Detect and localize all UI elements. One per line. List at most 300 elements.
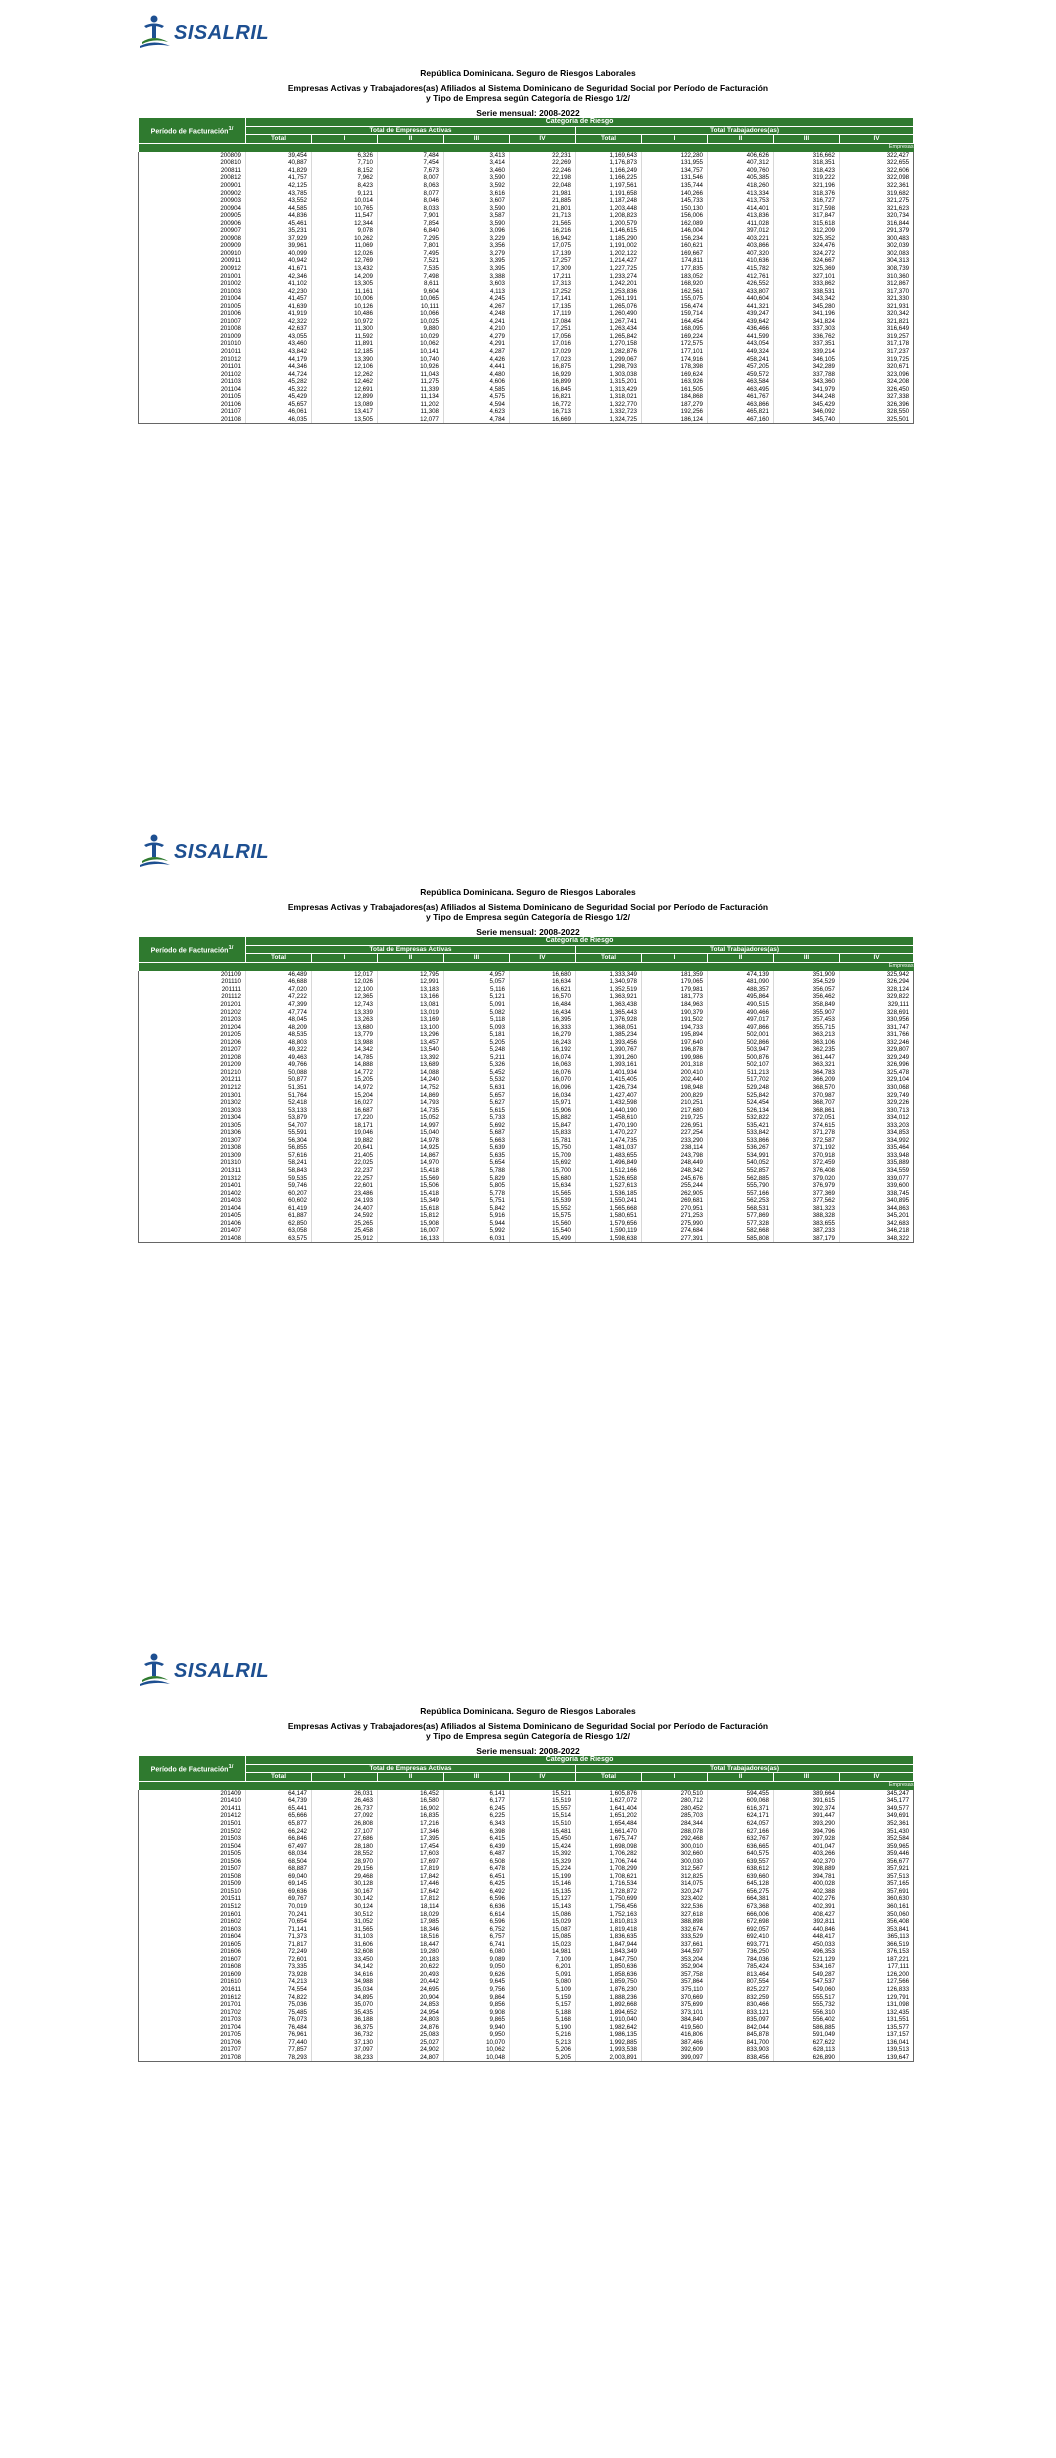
value-cell: 7,295: [378, 235, 444, 243]
value-cell: 616,371: [708, 1805, 774, 1813]
value-cell: 198,948: [642, 1084, 708, 1092]
value-cell: 200,829: [642, 1091, 708, 1099]
value-cell: 10,111: [378, 303, 444, 311]
value-cell: 320,342: [840, 310, 914, 318]
value-cell: 10,070: [444, 2039, 510, 2047]
value-cell: 22,231: [510, 152, 576, 160]
value-cell: 1,536,185: [576, 1190, 642, 1198]
value-cell: 366,209: [774, 1076, 840, 1084]
value-cell: 70,019: [246, 1903, 312, 1911]
value-cell: 3,413: [444, 152, 510, 160]
value-cell: 44,724: [246, 371, 312, 379]
column-header: II: [708, 135, 774, 144]
value-cell: 56,304: [246, 1137, 312, 1145]
value-cell: 9,940: [444, 2024, 510, 2032]
value-cell: 16,835: [378, 1812, 444, 1820]
value-cell: 329,822: [840, 993, 914, 1001]
column-header: I: [312, 954, 378, 963]
period-cell: 201407: [139, 1227, 246, 1235]
value-cell: 3,279: [444, 250, 510, 258]
value-cell: 35,034: [312, 1986, 378, 1994]
value-cell: 11,275: [378, 378, 444, 386]
value-cell: 21,801: [510, 204, 576, 212]
value-cell: 1,910,040: [576, 2016, 642, 2024]
table-row: [139, 1888, 914, 1896]
value-cell: 17,309: [510, 265, 576, 273]
value-cell: 41,671: [246, 265, 312, 273]
table-row: [139, 227, 914, 235]
value-cell: 68,034: [246, 1850, 312, 1858]
value-cell: 11,161: [312, 287, 378, 295]
value-cell: 32,608: [312, 1948, 378, 1956]
table-row: [139, 1099, 914, 1107]
table-row: [139, 1212, 914, 1220]
value-cell: 6,326: [312, 152, 378, 160]
value-cell: 18,029: [378, 1910, 444, 1918]
value-cell: 12,743: [312, 1001, 378, 1009]
table-row: [139, 393, 914, 401]
table-row: [139, 1137, 914, 1145]
value-cell: 582,668: [708, 1227, 774, 1235]
period-cell: 201610: [139, 1978, 246, 1986]
value-cell: 18,171: [312, 1122, 378, 1130]
period-cell: 201601: [139, 1910, 246, 1918]
value-cell: 495,864: [708, 993, 774, 1001]
value-cell: 1,260,490: [576, 310, 642, 318]
value-cell: 30,124: [312, 1903, 378, 1911]
value-cell: 30,128: [312, 1880, 378, 1888]
value-cell: 405,385: [708, 174, 774, 182]
value-cell: 40,887: [246, 159, 312, 167]
value-cell: 354,529: [774, 978, 840, 986]
value-cell: 413,753: [708, 197, 774, 205]
value-cell: 27,686: [312, 1835, 378, 1843]
value-cell: 17,603: [378, 1850, 444, 1858]
value-cell: 355,715: [774, 1023, 840, 1031]
value-cell: 150,130: [642, 204, 708, 212]
value-cell: 16,074: [510, 1054, 576, 1062]
value-cell: 15,205: [312, 1076, 378, 1084]
value-cell: 341,196: [774, 310, 840, 318]
value-cell: 200,410: [642, 1069, 708, 1077]
value-cell: 10,926: [378, 363, 444, 371]
value-cell: 169,224: [642, 333, 708, 341]
value-cell: 360,161: [840, 1903, 914, 1911]
value-cell: 302,660: [642, 1850, 708, 1858]
value-cell: 327,101: [774, 272, 840, 280]
value-cell: 335,464: [840, 1144, 914, 1152]
value-cell: 15,521: [510, 1790, 576, 1798]
value-cell: 627,622: [774, 2039, 840, 2047]
value-cell: 463,584: [708, 378, 774, 386]
value-cell: 324,272: [774, 250, 840, 258]
value-cell: 16,034: [510, 1091, 576, 1099]
value-cell: 11,891: [312, 340, 378, 348]
value-cell: 5,168: [510, 2016, 576, 2024]
value-cell: 342,683: [840, 1220, 914, 1228]
period-cell: 200909: [139, 242, 246, 250]
value-cell: 376,979: [774, 1182, 840, 1190]
value-cell: 1,888,236: [576, 1993, 642, 2001]
value-cell: 358,849: [774, 1001, 840, 1009]
value-cell: 372,587: [774, 1137, 840, 1145]
value-cell: 645,128: [708, 1880, 774, 1888]
value-cell: 345,280: [774, 303, 840, 311]
value-cell: 48,209: [246, 1023, 312, 1031]
value-cell: 132,435: [840, 2009, 914, 2017]
value-cell: 4,623: [444, 408, 510, 416]
value-cell: 5,118: [444, 1016, 510, 1024]
column-header: II: [378, 135, 444, 144]
value-cell: 160,621: [642, 242, 708, 250]
value-cell: 316,844: [840, 220, 914, 228]
value-cell: 344,248: [774, 393, 840, 401]
value-cell: 13,505: [312, 416, 378, 424]
value-cell: 52,418: [246, 1099, 312, 1107]
value-cell: 41,757: [246, 174, 312, 182]
table-row: [139, 1918, 914, 1926]
column-header: III: [774, 954, 840, 963]
value-cell: 16,570: [510, 993, 576, 1001]
value-cell: 39,961: [246, 242, 312, 250]
period-cell: 201403: [139, 1197, 246, 1205]
period-cell: 201411: [139, 1805, 246, 1813]
value-cell: 16,821: [510, 393, 576, 401]
value-cell: 174,916: [642, 355, 708, 363]
value-cell: 1,474,735: [576, 1137, 642, 1145]
period-cell: 201602: [139, 1918, 246, 1926]
value-cell: 666,006: [708, 1910, 774, 1918]
value-cell: 609,068: [708, 1797, 774, 1805]
value-cell: 403,866: [708, 242, 774, 250]
table-row: [139, 1001, 914, 1009]
period-cell: 201701: [139, 2001, 246, 2009]
value-cell: 288,078: [642, 1827, 708, 1835]
value-cell: 15,557: [510, 1805, 576, 1813]
value-cell: 323,402: [642, 1895, 708, 1903]
value-cell: 312,867: [840, 280, 914, 288]
value-cell: 139,647: [840, 2054, 914, 2062]
value-cell: 333,529: [642, 1933, 708, 1941]
table-row: [139, 416, 914, 424]
value-cell: 7,484: [378, 152, 444, 160]
value-cell: 71,817: [246, 1941, 312, 1949]
value-cell: 14,735: [378, 1106, 444, 1114]
table-row: [139, 1016, 914, 1024]
value-cell: 38,233: [312, 2054, 378, 2062]
value-cell: 632,767: [708, 1835, 774, 1843]
value-cell: 357,921: [840, 1865, 914, 1873]
period-cell: 201306: [139, 1129, 246, 1137]
value-cell: 16,096: [510, 1084, 576, 1092]
period-cell: 201207: [139, 1046, 246, 1054]
value-cell: 392,374: [774, 1805, 840, 1813]
value-cell: 1,166,225: [576, 174, 642, 182]
value-cell: 17,842: [378, 1873, 444, 1881]
value-cell: 40,942: [246, 257, 312, 265]
column-header: Total: [246, 954, 312, 963]
table-row: [139, 318, 914, 326]
value-cell: 1,313,429: [576, 386, 642, 394]
value-cell: 11,134: [378, 393, 444, 401]
value-cell: 371,192: [774, 1144, 840, 1152]
value-cell: 9,756: [444, 1986, 510, 1994]
value-cell: 6,141: [444, 1790, 510, 1798]
value-cell: 33,450: [312, 1956, 378, 1964]
value-cell: 13,089: [312, 401, 378, 409]
sisalril-logo: [140, 12, 280, 52]
value-cell: 41,102: [246, 280, 312, 288]
value-cell: 16,434: [510, 1008, 576, 1016]
value-cell: 36,732: [312, 2031, 378, 2039]
value-cell: 58,843: [246, 1167, 312, 1175]
value-cell: 15,506: [378, 1182, 444, 1190]
value-cell: 31,103: [312, 1933, 378, 1941]
value-cell: 168,920: [642, 280, 708, 288]
value-cell: 70,241: [246, 1910, 312, 1918]
value-cell: 304,313: [840, 257, 914, 265]
categoria-header: Categoría de Riesgo: [246, 118, 914, 127]
report-page: [0, 819, 1056, 1638]
table-row: [139, 978, 914, 986]
table-row: [139, 295, 914, 303]
value-cell: 1,390,767: [576, 1046, 642, 1054]
value-cell: 376,408: [774, 1167, 840, 1175]
value-cell: 457,205: [708, 363, 774, 371]
value-cell: 48,045: [246, 1016, 312, 1024]
value-cell: 577,869: [708, 1212, 774, 1220]
value-cell: 1,716,534: [576, 1880, 642, 1888]
value-cell: 30,512: [312, 1910, 378, 1918]
value-cell: 1,318,021: [576, 393, 642, 401]
value-cell: 813,464: [708, 1971, 774, 1979]
value-cell: 2,003,891: [576, 2054, 642, 2062]
value-cell: 8,611: [378, 280, 444, 288]
value-cell: 3,607: [444, 197, 510, 205]
period-cell: 201212: [139, 1084, 246, 1092]
value-cell: 15,812: [378, 1212, 444, 1220]
value-cell: 1,458,610: [576, 1114, 642, 1122]
value-cell: 22,025: [312, 1159, 378, 1167]
value-cell: 1,315,201: [576, 378, 642, 386]
period-cell: 201205: [139, 1031, 246, 1039]
value-cell: 15,709: [510, 1152, 576, 1160]
value-cell: 35,231: [246, 227, 312, 235]
value-cell: 11,547: [312, 212, 378, 220]
value-cell: 374,615: [774, 1122, 840, 1130]
value-cell: 24,954: [378, 2009, 444, 2017]
value-cell: 17,697: [378, 1858, 444, 1866]
value-cell: 4,267: [444, 303, 510, 311]
period-cell: 201003: [139, 287, 246, 295]
value-cell: 14,240: [378, 1076, 444, 1084]
value-cell: 388,898: [642, 1918, 708, 1926]
report-series: Serie mensual: 2008-2022: [476, 927, 580, 937]
value-cell: 1,176,873: [576, 159, 642, 167]
value-cell: 129,791: [840, 1993, 914, 2001]
period-cell: 201309: [139, 1152, 246, 1160]
value-cell: 693,771: [708, 1941, 774, 1949]
value-cell: 13,417: [312, 408, 378, 416]
value-cell: 402,391: [774, 1903, 840, 1911]
value-cell: 1,197,561: [576, 182, 642, 190]
period-cell: 201111: [139, 986, 246, 994]
period-cell: 201201: [139, 1001, 246, 1009]
value-cell: 342,289: [774, 363, 840, 371]
value-cell: 20,183: [378, 1956, 444, 1964]
value-cell: 497,866: [708, 1023, 774, 1031]
value-cell: 1,750,699: [576, 1895, 642, 1903]
value-cell: 35,435: [312, 2009, 378, 2017]
period-cell: 201404: [139, 1205, 246, 1213]
value-cell: 63,058: [246, 1227, 312, 1235]
value-cell: 13,540: [378, 1046, 444, 1054]
value-cell: 227,254: [642, 1129, 708, 1137]
value-cell: 16,133: [378, 1235, 444, 1243]
value-cell: 179,981: [642, 986, 708, 994]
value-cell: 302,039: [840, 242, 914, 250]
value-cell: 43,842: [246, 348, 312, 356]
value-cell: 280,712: [642, 1797, 708, 1805]
value-cell: 835,097: [708, 2016, 774, 2024]
value-cell: 192,256: [642, 408, 708, 416]
value-cell: 131,551: [840, 2016, 914, 2024]
value-cell: 7,535: [378, 265, 444, 273]
table-row: [139, 197, 914, 205]
value-cell: 162,089: [642, 220, 708, 228]
period-cell: 201004: [139, 295, 246, 303]
value-cell: 338,745: [840, 1190, 914, 1198]
value-cell: 44,836: [246, 212, 312, 220]
value-cell: 1,756,456: [576, 1903, 642, 1911]
value-cell: 673,368: [708, 1903, 774, 1911]
period-cell: 201012: [139, 355, 246, 363]
value-cell: 328,124: [840, 986, 914, 994]
value-cell: 322,606: [840, 167, 914, 175]
value-cell: 4,210: [444, 325, 510, 333]
value-cell: 5,788: [444, 1167, 510, 1175]
value-cell: 568,531: [708, 1205, 774, 1213]
value-cell: 4,575: [444, 393, 510, 401]
value-cell: 352,361: [840, 1820, 914, 1828]
value-cell: 11,339: [378, 386, 444, 394]
value-cell: 1,843,349: [576, 1948, 642, 1956]
value-cell: 4,279: [444, 333, 510, 341]
value-cell: 1,496,849: [576, 1159, 642, 1167]
value-cell: 163,926: [642, 378, 708, 386]
value-cell: 10,486: [312, 310, 378, 318]
value-cell: 7,498: [378, 272, 444, 280]
value-cell: 397,928: [774, 1835, 840, 1843]
value-cell: 391,447: [774, 1812, 840, 1820]
value-cell: 5,109: [510, 1986, 576, 1994]
value-cell: 16,279: [510, 1031, 576, 1039]
value-cell: 20,622: [378, 1963, 444, 1971]
table-row: [139, 1933, 914, 1941]
value-cell: 274,684: [642, 1227, 708, 1235]
value-cell: 577,328: [708, 1220, 774, 1228]
value-cell: 6,752: [444, 1925, 510, 1933]
total-trabajadores-header: Total Trabajadores(as): [576, 1764, 914, 1773]
table-row: [139, 340, 914, 348]
table-row: [139, 1076, 914, 1084]
value-cell: 5,992: [444, 1227, 510, 1235]
value-cell: 172,575: [642, 340, 708, 348]
value-cell: 339,214: [774, 348, 840, 356]
value-cell: 8,046: [378, 197, 444, 205]
value-cell: 15,908: [378, 1220, 444, 1228]
value-cell: 4,426: [444, 355, 510, 363]
column-header: Total: [576, 1773, 642, 1782]
value-cell: 16,580: [378, 1797, 444, 1805]
period-cell: 201304: [139, 1114, 246, 1122]
value-cell: 639,660: [708, 1873, 774, 1881]
value-cell: 490,515: [708, 1001, 774, 1009]
value-cell: 490,466: [708, 1008, 774, 1016]
value-cell: 387,233: [774, 1227, 840, 1235]
value-cell: 5,631: [444, 1084, 510, 1092]
value-cell: 15,086: [510, 1910, 576, 1918]
table-row: [139, 1144, 914, 1152]
value-cell: 401,047: [774, 1842, 840, 1850]
value-cell: 74,213: [246, 1978, 312, 1986]
value-cell: 64,739: [246, 1797, 312, 1805]
value-cell: 36,188: [312, 2016, 378, 2024]
empresas-band: Empresas: [139, 962, 914, 971]
value-cell: 5,916: [444, 1212, 510, 1220]
value-cell: 314,075: [642, 1880, 708, 1888]
value-cell: 13,263: [312, 1016, 378, 1024]
table-row: [139, 1910, 914, 1918]
value-cell: 20,641: [312, 1144, 378, 1152]
value-cell: 15,510: [510, 1820, 576, 1828]
value-cell: 586,885: [774, 2024, 840, 2032]
value-cell: 13,339: [312, 1008, 378, 1016]
value-cell: 17,075: [510, 242, 576, 250]
period-cell: 201408: [139, 1235, 246, 1243]
table-row: [139, 1925, 914, 1933]
period-cell: 201707: [139, 2046, 246, 2054]
value-cell: 24,695: [378, 1986, 444, 1994]
report-subtitle: Empresas Activas y Trabajadores(as) Afiliados al Sistema Dominicano de Seguridad Social por Período de Facturación: [287, 1721, 769, 1731]
period-cell: 201401: [139, 1182, 246, 1190]
value-cell: 6,080: [444, 1948, 510, 1956]
period-cell: 201310: [139, 1159, 246, 1167]
value-cell: 5,944: [444, 1220, 510, 1228]
value-cell: 15,750: [510, 1144, 576, 1152]
value-cell: 6,492: [444, 1888, 510, 1896]
value-cell: 1,166,249: [576, 167, 642, 175]
value-cell: 15,781: [510, 1137, 576, 1145]
table-row: [139, 1084, 914, 1092]
value-cell: 535,421: [708, 1122, 774, 1130]
period-cell: 201703: [139, 2016, 246, 2024]
value-cell: 37,929: [246, 235, 312, 243]
value-cell: 46,061: [246, 408, 312, 416]
value-cell: 443,054: [708, 340, 774, 348]
value-cell: 1,986,135: [576, 2031, 642, 2039]
period-cell: 200811: [139, 167, 246, 175]
value-cell: 17,216: [378, 1820, 444, 1828]
value-cell: 312,209: [774, 227, 840, 235]
value-cell: 3,590: [444, 204, 510, 212]
value-cell: 315,618: [774, 220, 840, 228]
value-cell: 3,590: [444, 220, 510, 228]
value-cell: 7,454: [378, 159, 444, 167]
value-cell: 15,575: [510, 1212, 576, 1220]
value-cell: 25,265: [312, 1220, 378, 1228]
value-cell: 77,857: [246, 2046, 312, 2054]
